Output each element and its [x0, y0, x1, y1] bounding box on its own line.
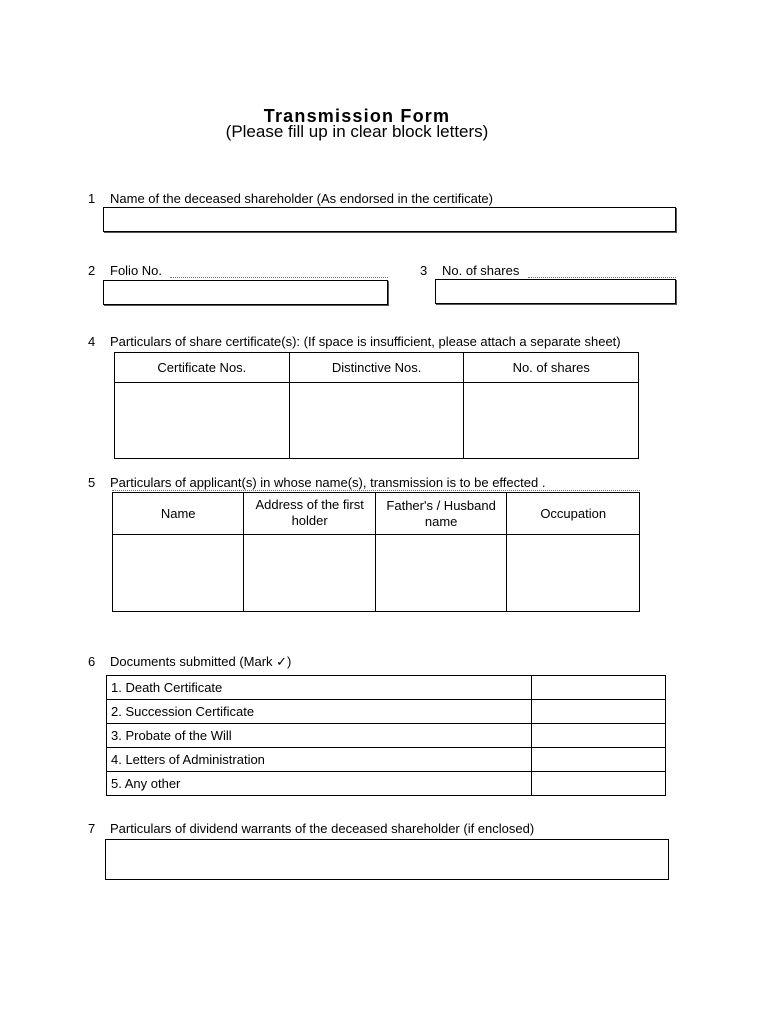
col-header: Name — [113, 493, 244, 535]
folio-no-field[interactable] — [103, 280, 388, 305]
document-item: 3. Probate of the Will — [107, 724, 532, 748]
document-check-cell[interactable] — [531, 724, 665, 748]
col-header: Father's / Husband name — [375, 493, 507, 535]
document-item: 2. Succession Certificate — [107, 700, 532, 724]
q6-label: Documents submitted (Mark ✓) — [110, 654, 292, 669]
deceased-name-field[interactable] — [103, 207, 676, 232]
q4-number: 4 — [88, 334, 96, 349]
col-header: Certificate Nos. — [115, 353, 290, 383]
form-subtitle: (Please fill up in clear block letters) — [225, 122, 489, 141]
q2-label: Folio No. — [110, 263, 163, 278]
certificate-nos-cell[interactable] — [115, 383, 290, 459]
q3-number: 3 — [420, 263, 428, 278]
applicant-father-husband-cell[interactable] — [375, 535, 507, 612]
applicant-address-cell[interactable] — [244, 535, 375, 612]
q3-label: No. of shares — [442, 263, 520, 278]
document-check-cell[interactable] — [531, 700, 665, 724]
dividend-warrants-field[interactable] — [105, 839, 669, 880]
col-header: Occupation — [507, 493, 640, 535]
document-item: 5. Any other — [107, 772, 532, 796]
q1-label: Name of the deceased shareholder (As endorsed in the certificate) — [110, 191, 493, 206]
distinctive-nos-cell[interactable] — [289, 383, 464, 459]
q3-dotted-rule — [528, 277, 676, 278]
document-check-cell[interactable] — [531, 748, 665, 772]
q5-number: 5 — [88, 475, 96, 490]
col-header: No. of shares — [464, 353, 639, 383]
q7-label: Particulars of dividend warrants of the deceased shareholder (if enclosed) — [110, 821, 535, 836]
q2-dotted-rule — [170, 277, 388, 278]
documents-table — [106, 675, 666, 796]
q6-number: 6 — [88, 654, 96, 669]
document-check-cell[interactable] — [531, 772, 665, 796]
applicant-table — [112, 492, 640, 612]
col-header: Address of the first holder — [244, 493, 375, 535]
q2-number: 2 — [88, 263, 96, 278]
document-item: 4. Letters of Administration — [107, 748, 532, 772]
share-certificate-table — [114, 352, 639, 459]
document-item: 1. Death Certificate — [107, 676, 532, 700]
q5-dotted-rule — [112, 490, 640, 491]
q1-number: 1 — [88, 191, 96, 206]
shares-count-cell[interactable] — [464, 383, 639, 459]
q5-label: Particulars of applicant(s) in whose name(s), transmission is to be effected . — [110, 475, 546, 490]
q7-number: 7 — [88, 821, 96, 836]
col-header: Distinctive Nos. — [289, 353, 464, 383]
no-of-shares-field[interactable] — [435, 279, 676, 304]
form-title: Transmission Form — [263, 106, 451, 126]
applicant-name-cell[interactable] — [113, 535, 244, 612]
q4-label: Particulars of share certificate(s): (If space is insufficient, please attach a separate sheet) — [110, 334, 621, 349]
applicant-occupation-cell[interactable] — [507, 535, 640, 612]
document-check-cell[interactable] — [531, 676, 665, 700]
